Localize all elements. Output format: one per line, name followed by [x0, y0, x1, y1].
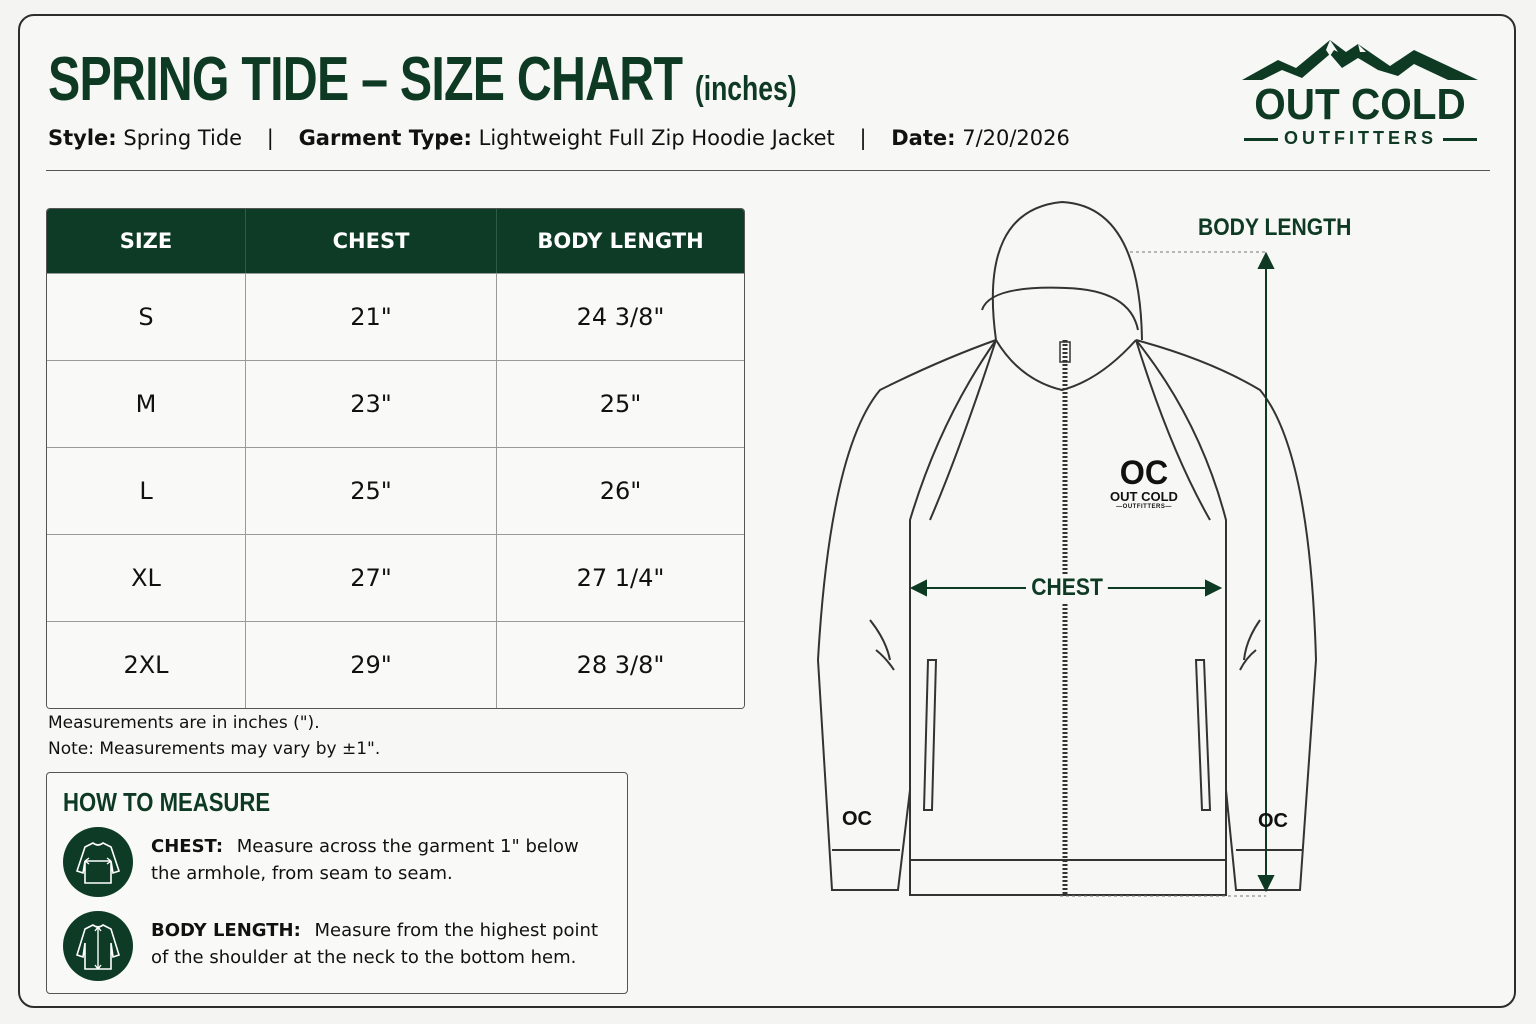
body-length-arrow [1259, 254, 1273, 890]
table-row [47, 360, 744, 447]
chest-instruction-text: Measure across the garment 1" below the armhole, from seam to seam. [151, 836, 579, 884]
table-row [47, 273, 744, 360]
length-instruction-label: BODY LENGTH: [151, 920, 301, 941]
hoodie-diagram [790, 190, 1390, 910]
size-cell: XL [47, 534, 246, 621]
brand-tagline: OUTFITTERS [1238, 128, 1482, 149]
table-header-row [47, 209, 744, 273]
length-instruction-text: Measure from the highest point of the shoulder at the neck to the bottom hem. [151, 920, 599, 968]
garment-value: Lightweight Full Zip Hoodie Jacket [478, 126, 835, 150]
style-value: Spring Tide [123, 126, 243, 150]
left-cuff-logo: OC [842, 808, 872, 830]
chest-logo-monogram: OC [1119, 454, 1169, 492]
style-label: Style: [48, 126, 117, 150]
body-length-label: BODY LENGTH [1198, 214, 1352, 241]
column-header-size: SIZE [47, 209, 246, 273]
size-cell: L [47, 447, 246, 534]
chest-logo-name: OUT COLD [1110, 489, 1178, 504]
right-cuff-logo: OC [1258, 810, 1288, 832]
title-unit: (inches) [694, 70, 797, 108]
date-label: Date: [891, 126, 956, 150]
meta-separator: | [859, 126, 867, 150]
size-cell: M [47, 360, 246, 447]
size-table [46, 208, 745, 709]
how-to-measure-panel [46, 772, 628, 994]
length-cell: 27 1/4" [497, 534, 744, 621]
chest-cell: 23" [246, 360, 497, 447]
length-measure-icon [63, 911, 133, 981]
table-row [47, 621, 744, 708]
product-meta [48, 126, 1070, 150]
length-cell: 28 3/8" [497, 621, 744, 708]
measurement-notes [48, 710, 380, 762]
chest-logo-tagline: —OUTFITTERS— [1116, 504, 1172, 510]
chest-instruction-label: CHEST: [151, 836, 224, 857]
date-value: 7/20/2026 [962, 126, 1070, 150]
length-cell: 24 3/8" [497, 273, 744, 360]
chest-instruction [151, 833, 611, 887]
chest-cell: 21" [246, 273, 497, 360]
how-to-measure-title: HOW TO MEASURE [63, 787, 271, 817]
chest-cell: 29" [246, 621, 497, 708]
table-row [47, 534, 744, 621]
chest-measure-icon [63, 827, 133, 897]
size-cell: 2XL [47, 621, 246, 708]
title-text: SPRING TIDE – SIZE CHART [48, 45, 683, 114]
page-title [48, 44, 797, 115]
meta-separator: | [266, 126, 274, 150]
column-header-body-length: BODY LENGTH [497, 209, 744, 273]
garment-label: Garment Type: [298, 126, 472, 150]
length-instruction [151, 917, 611, 971]
note-tolerance: Note: Measurements may vary by ±1". [48, 739, 381, 759]
chest-label: CHEST [1026, 574, 1108, 602]
size-cell: S [47, 273, 246, 360]
chest-cell: 25" [246, 447, 497, 534]
note-units: Measurements are in inches ("). [48, 713, 320, 733]
header-divider [46, 170, 1490, 171]
length-cell: 25" [497, 360, 744, 447]
length-cell: 26" [497, 447, 744, 534]
chest-cell: 27" [246, 534, 497, 621]
brand-name: OUT COLD [1254, 80, 1466, 129]
table-row [47, 447, 744, 534]
column-header-chest: CHEST [246, 209, 497, 273]
